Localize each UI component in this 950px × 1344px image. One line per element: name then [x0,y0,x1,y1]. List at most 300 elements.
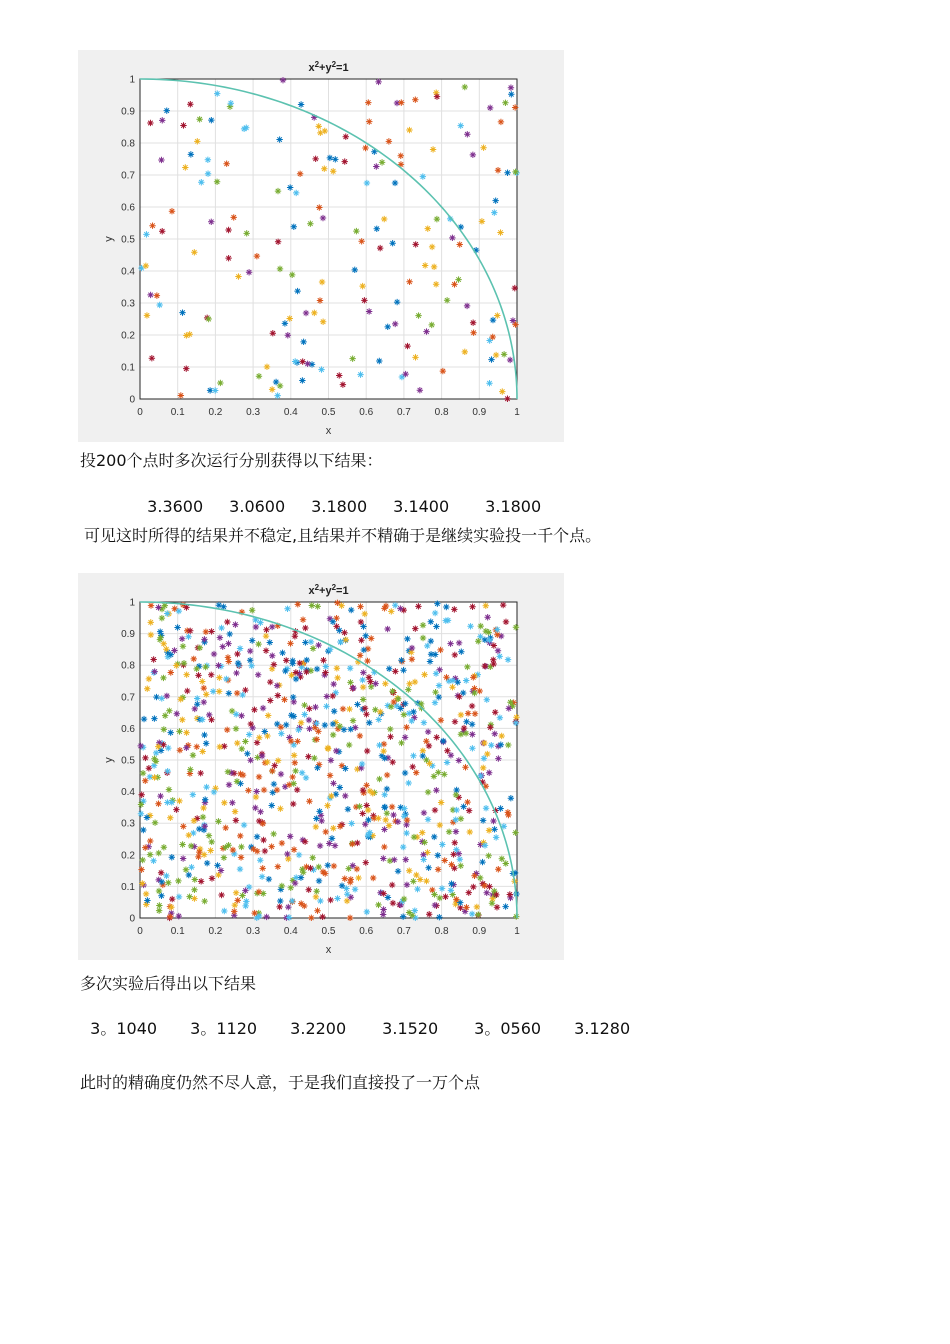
y-tick-label: 0.1 [121,362,135,374]
scatter-point [487,724,493,730]
scatter-point [151,668,157,674]
scatter-point [397,605,403,611]
scatter-point [202,796,208,802]
scatter-point [364,658,370,664]
scatter-point [493,834,499,840]
scatter-point [233,670,239,676]
scatter-point [217,634,223,640]
scatter-point [360,684,366,690]
scatter-point [242,903,248,909]
scatter-point [355,875,361,881]
scatter-point [179,636,185,642]
scatter-point [392,321,398,327]
scatter-point [439,841,445,847]
scatter-point [298,101,304,107]
scatter-point [461,725,467,731]
title-part: 2 [314,60,320,69]
scatter-point [302,838,308,844]
scatter-point [313,720,319,726]
scatter-point [257,619,263,625]
scatter-point [432,610,438,616]
scatter-point [382,681,388,687]
scatter-point [139,857,145,863]
scatter-point [222,844,228,850]
scatter-point [434,93,440,99]
scatter-point [381,216,387,222]
title-part: +y [319,585,332,597]
x-tick-label: 0.9 [472,407,487,418]
scatter-point [319,279,325,285]
scatter-point [365,99,371,105]
scatter-point [443,604,449,610]
y-tick-label: 1 [129,597,135,609]
scatter-point [366,674,372,680]
scatter-point [247,648,253,654]
scatter-point [428,638,434,644]
scatter-point [412,625,418,631]
scatter-point [165,745,171,751]
scatter-point [493,352,499,358]
result-value: 3.0600 [229,497,286,516]
y-tick-label: 0.4 [121,787,135,799]
scatter-point [306,798,312,804]
scatter-point [343,636,349,642]
scatter-point [267,679,273,685]
y-tick-label: 0.9 [121,629,135,641]
scatter-point [381,844,387,850]
scatter-point [513,720,519,726]
scatter-point [151,755,157,761]
scatter-point [155,743,161,749]
scatter-point [224,619,230,625]
scatter-point [139,880,145,886]
result-value: 3.2200 [290,1019,347,1038]
scatter-point [451,865,457,871]
scatter-point [409,764,415,770]
scatter-point [380,855,386,861]
scatter-point [431,891,437,897]
scatter-point [292,358,298,364]
scatter-point [279,650,285,656]
scatter-point [403,830,409,836]
scatter-point [166,708,172,714]
scatter-point [222,825,228,831]
scatter-point [275,757,281,763]
scatter-figure-200 [78,50,564,442]
scatter-point [261,787,267,793]
scatter-point [291,780,297,786]
scatter-point [348,726,354,732]
scatter-point [360,787,366,793]
scatter-point [365,832,371,838]
scatter-point [191,818,197,824]
scatter-point [262,848,268,854]
scatter-point [431,834,437,840]
scatter-point [341,726,347,732]
scatter-point [186,893,192,899]
scatter-point [314,666,320,672]
scatter-point [481,883,487,889]
scatter-point [234,778,240,784]
scatter-point [260,705,266,711]
scatter-point [291,752,297,758]
scatter-point [420,856,426,862]
x-axis-label: x [325,425,332,437]
result-value: 3。0560 [474,1019,542,1038]
scatter-point [436,682,442,688]
scatter-point [490,661,496,667]
scatter-point [173,662,179,668]
conclusion-200-text: 可见这时所得的结果并不稳定,且结果并不精确于是继续实验投一千个点。 [84,526,602,545]
scatter-point [181,660,187,666]
scatter-point [255,641,261,647]
scatter-point [419,829,425,835]
scatter-point [405,780,411,786]
scatter-point [498,119,504,125]
x-tick-label: 0.7 [396,926,411,937]
scatter-point [474,904,480,910]
scatter-point [313,888,319,894]
scatter-point [406,681,412,687]
intro-1000-text: 多次实验后得出以下结果 [80,974,257,993]
scatter-point [194,695,200,701]
x-tick-label: 0.3 [246,407,261,418]
result-value: 3.1280 [574,1019,631,1038]
scatter-point [348,607,354,613]
scatter-point [448,752,454,758]
scatter-point [291,846,297,852]
scatter-point [364,748,370,754]
scatter-point [264,364,270,370]
scatter-point [387,734,393,740]
x-tick-label: 0.8 [434,407,449,418]
scatter-point [421,671,427,677]
scatter-point [436,914,442,920]
scatter-point [494,626,500,632]
scatter-point [387,726,393,732]
scatter-point [480,144,486,150]
scatter-point [501,351,507,357]
scatter-point [466,807,472,813]
scatter-point [191,656,197,662]
x-tick-label: 0.4 [283,926,298,937]
x-tick-label: 0.1 [170,407,185,418]
scatter-point [363,859,369,865]
scatter-point [488,742,494,748]
scatter-point [425,865,431,871]
scatter-point [492,197,498,203]
scatter-point [201,685,207,691]
scatter-point [347,879,353,885]
scatter-point [287,833,293,839]
scatter-point [353,228,359,234]
scatter-point [176,798,182,804]
scatter-point [505,812,511,818]
y-tick-label: 0.8 [121,660,135,672]
scatter-point [235,273,241,279]
scatter-point [346,742,352,748]
scatter-point [502,903,508,909]
scatter-point [357,652,363,658]
scatter-point [450,677,456,683]
scatter-point [375,79,381,85]
scatter-point [142,755,148,761]
scatter-point [287,315,293,321]
scatter-point [365,817,371,823]
scatter-point [225,227,231,233]
y-tick-label: 0.5 [121,755,135,767]
scatter-point [295,727,301,733]
scatter-point [235,660,241,666]
scatter-point [201,732,207,738]
scatter-point [458,648,464,654]
scatter-point [195,672,201,678]
scatter-point [415,603,421,609]
y-tick-label: 0 [129,913,135,925]
scatter-point [458,863,464,869]
scatter-point [179,841,185,847]
scatter-point [312,156,318,162]
scatter-point [314,765,320,771]
scatter-point [179,717,185,723]
scatter-point [456,640,462,646]
scatter-point [397,705,403,711]
scatter-point [453,817,459,823]
scatter-point [230,847,236,853]
y-axis-label: y [103,757,115,763]
scatter-point [470,320,476,326]
scatter-point [429,322,435,328]
scatter-point [494,904,500,910]
scatter-point [214,179,220,185]
scatter-point [233,817,239,823]
scatter-point [241,822,247,828]
scatter-point [463,677,469,683]
scatter-point [264,733,270,739]
scatter-point [218,625,224,631]
scatter-point [512,169,518,175]
scatter-point [298,874,304,880]
chart-title [308,60,348,74]
scatter-point [350,685,356,691]
x-tick-label: 0.3 [246,926,261,937]
scatter-point [323,703,329,709]
scatter-point [289,660,295,666]
scatter-point [216,602,222,608]
scatter-point [499,856,505,862]
scatter-point [242,738,248,744]
title-part: 2 [331,583,337,592]
scatter-point [330,693,336,699]
scatter-point [512,285,518,291]
x-tick-label: 0 [137,926,143,937]
scatter-point [357,371,363,377]
scatter-point [444,748,450,754]
scatter-point [334,600,340,606]
x-tick-label: 0.5 [321,407,336,418]
scatter-point [441,771,447,777]
scatter-point [333,623,339,629]
scatter-point [340,706,346,712]
scatter-point [314,603,320,609]
scatter-point [292,768,298,774]
scatter-point [174,711,180,717]
y-tick-label: 0.6 [121,723,135,735]
scatter-point [197,645,203,651]
scatter-point [144,897,150,903]
y-tick-label: 0.8 [121,138,135,150]
scatter-point [169,896,175,902]
scatter-point [386,822,392,828]
scatter-point [435,866,441,872]
conclusion-1000-text: 此时的精确度仍然不尽人意，于是我们直接投了一万个点 [80,1073,481,1092]
scatter-point [203,784,209,790]
x-tick-label: 0.1 [170,926,185,937]
scatter-point [424,643,430,649]
scatter-point [317,843,323,849]
scatter-point [455,679,461,685]
scatter-point [389,688,395,694]
scatter-point [492,709,498,715]
scatter-point [376,742,382,748]
scatter-point [289,898,295,904]
scatter-point [147,851,153,857]
y-tick-label: 0.2 [121,850,135,862]
x-tick-label: 0 [137,407,143,418]
scatter-point [404,882,410,888]
scatter-point [347,915,353,921]
scatter-point [333,748,339,754]
scatter-point [191,887,197,893]
scatter-point [497,805,503,811]
scatter-point [322,722,328,728]
scatter-point [377,245,383,251]
scatter-point [512,829,518,835]
scatter-point [452,901,458,907]
scatter-point [143,263,149,269]
scatter-point [449,235,455,241]
scatter-point [203,629,209,635]
scatter-point [193,666,199,672]
scatter-point [492,731,498,737]
scatter-point [334,675,340,681]
scatter-point [319,914,325,920]
scatter-point [234,690,240,696]
scatter-point [432,807,438,813]
x-axis-label: x [325,944,332,956]
result-value: 3.1800 [485,497,542,516]
scatter-point [400,667,406,673]
scatter-point [458,816,464,822]
scatter-point [445,617,451,623]
intro-200-text: 投200个点时多次运行分别获得以下结果： [80,451,383,470]
scatter-point [380,911,386,917]
scatter-point [308,639,314,645]
scatter-point [504,170,510,176]
scatter-point [449,684,455,690]
scatter-point [427,658,433,664]
scatter-point [498,733,504,739]
scatter-point [157,628,163,634]
scatter-point [183,365,189,371]
scatter-point [412,907,418,913]
scatter-point [354,701,360,707]
scatter-point [471,690,477,696]
scatter-point [169,799,175,805]
x-tick-label: 0.6 [359,407,374,418]
y-tick-label: 0.3 [121,818,135,830]
scatter-point [295,601,301,607]
scatter-point [420,622,426,628]
scatter-point [354,840,360,846]
scatter-point [304,657,310,663]
scatter-point [246,731,252,737]
scatter-point [150,858,156,864]
scatter-point [146,765,152,771]
scatter-point [368,635,374,641]
scatter-point [375,902,381,908]
scatter-point [143,891,149,897]
scatter-point [403,724,409,730]
scatter-point [513,624,519,630]
scatter-point [238,844,244,850]
x-tick-label: 1 [514,926,520,937]
scatter-point [141,716,147,722]
scatter-point [211,651,217,657]
scatter-point [256,734,262,740]
scatter-point [421,719,427,725]
scatter-point [249,607,255,613]
scatter-point [448,881,454,887]
scatter-point [183,729,189,735]
scatter-point [504,396,510,402]
scatter-point [382,804,388,810]
scatter-point [410,878,416,884]
scatter-point [364,802,370,808]
scatter-point [470,884,476,890]
scatter-point [238,854,244,860]
scatter-point [330,825,336,831]
scatter-point [239,692,245,698]
scatter-point [398,657,404,663]
scatter-point [290,694,296,700]
scatter-point [412,354,418,360]
y-tick-label: 0.2 [121,330,135,342]
scatter-point [203,691,209,697]
scatter-point [433,623,439,629]
scatter-point [349,355,355,361]
scatter-point [157,635,163,641]
scatter-point [495,648,501,654]
result-value: 3.1520 [382,1019,439,1038]
scatter-point [269,624,275,630]
scatter-point [247,757,253,763]
scatter-point [271,781,277,787]
scatter-point [381,826,387,832]
scatter-point [484,751,490,757]
scatter-point [277,805,283,811]
scatter-point [446,829,452,835]
scatter-point [466,889,472,895]
scatter-point [402,701,408,707]
scatter-point [159,615,165,621]
scatter-point [140,770,146,776]
scatter-point [199,748,205,754]
scatter-point [214,90,220,96]
scatter-point [334,665,340,671]
scatter-point [437,647,443,653]
scatter-point [147,838,153,844]
